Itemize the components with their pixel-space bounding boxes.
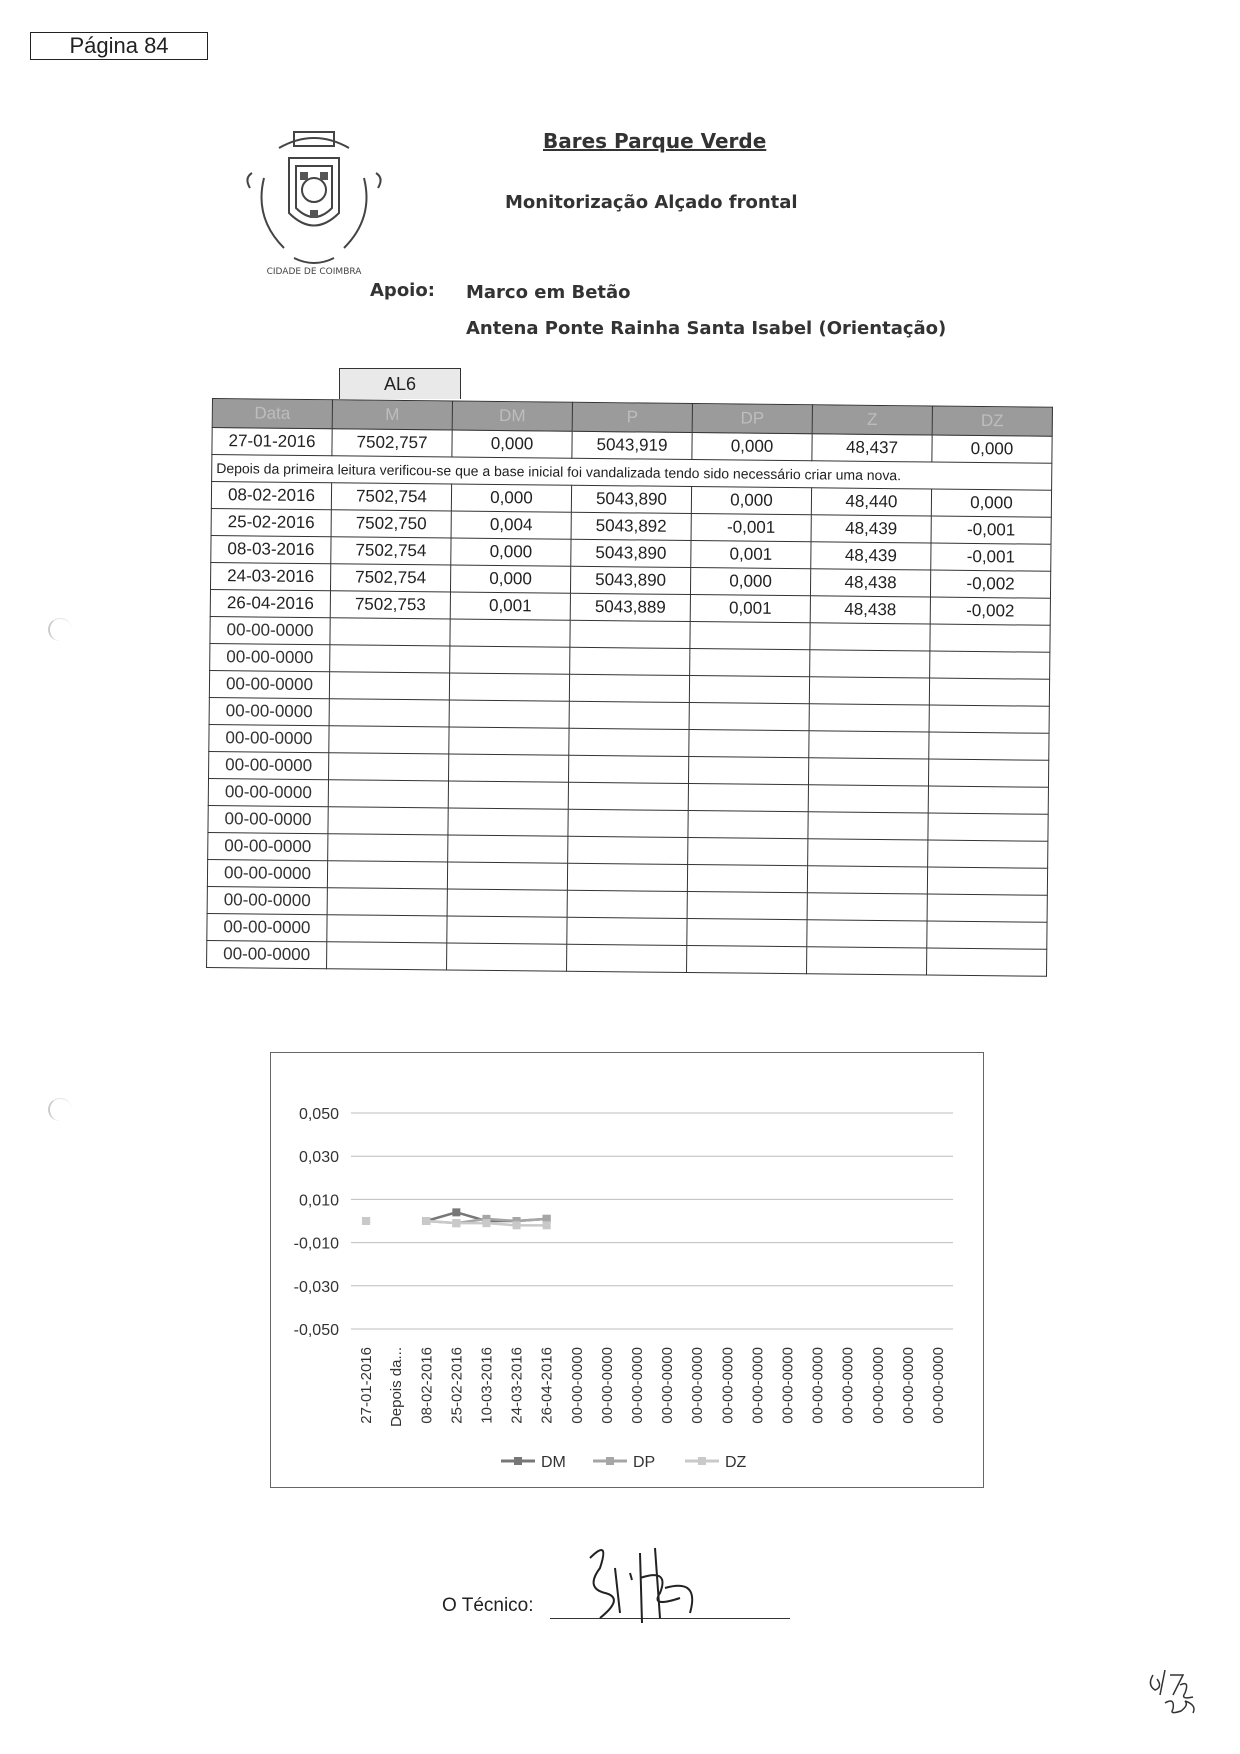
table-cell <box>570 620 690 648</box>
y-tick-label: 0,050 <box>298 1106 339 1123</box>
table-cell <box>330 618 450 646</box>
y-tick-label: -0,050 <box>293 1322 339 1339</box>
header-dz: DZ <box>932 406 1052 436</box>
table-cell: 5043,892 <box>571 512 691 540</box>
y-tick-label: -0,030 <box>293 1278 339 1296</box>
table-cell: 0,001 <box>690 595 810 623</box>
data-point-dm <box>452 1208 460 1216</box>
x-tick-label: 08-02-2016 <box>418 1347 436 1424</box>
table-cell <box>329 699 449 727</box>
table-cell <box>807 920 927 948</box>
table-cell: 00-00-0000 <box>210 643 330 671</box>
legend-label: DP <box>633 1454 656 1471</box>
table-cell <box>447 943 567 971</box>
table-cell: 00-00-0000 <box>209 670 329 698</box>
table-cell <box>690 649 810 677</box>
x-tick-label: 00-00-0000 <box>628 1347 646 1424</box>
table-cell <box>330 645 450 673</box>
document-title: Bares Parque Verde <box>543 129 767 153</box>
table-cell: 5043,890 <box>571 485 691 513</box>
x-tick-label: 00-00-0000 <box>779 1347 797 1424</box>
x-tick-label: 00-00-0000 <box>899 1347 917 1424</box>
table-cell <box>450 646 570 674</box>
table-cell <box>810 623 930 651</box>
y-tick-label: -0,010 <box>293 1235 339 1253</box>
header-dm: DM <box>452 401 572 431</box>
x-tick-label: 00-00-0000 <box>598 1347 616 1424</box>
data-point-dz <box>452 1219 460 1227</box>
table-cell <box>807 866 927 894</box>
table-cell <box>448 835 568 863</box>
table-cell: 00-00-0000 <box>210 616 330 644</box>
table-cell <box>449 673 569 701</box>
data-point-dz <box>422 1217 430 1225</box>
header-data: Data <box>212 399 332 429</box>
chart-svg <box>271 1053 983 1487</box>
table-cell <box>688 838 808 866</box>
table-cell <box>567 863 687 891</box>
table-cell <box>928 840 1048 868</box>
table-cell: 0,001 <box>450 592 570 620</box>
data-point-dz <box>482 1219 490 1227</box>
table-cell <box>567 890 687 918</box>
table-cell <box>929 732 1049 760</box>
table-cell: 5043,889 <box>570 593 690 621</box>
apoio-line-2: Antena Ponte Rainha Santa Isabel (Orientação) <box>466 318 947 339</box>
table-cell <box>568 809 688 837</box>
table-cell: 48,437 <box>812 434 932 462</box>
table-cell <box>329 753 449 781</box>
table-cell: 7502,754 <box>331 537 451 565</box>
table-cell: 0,001 <box>691 541 811 569</box>
table-cell <box>327 942 447 970</box>
table-cell: 00-00-0000 <box>209 724 329 752</box>
table-cell <box>688 784 808 812</box>
table-cell: 0,000 <box>691 487 811 515</box>
table-cell <box>689 676 809 704</box>
document-subtitle: Monitorização Alçado frontal <box>505 192 798 213</box>
table-cell <box>687 865 807 893</box>
header-dp: DP <box>692 404 812 434</box>
x-tick-label: 00-00-0000 <box>689 1347 707 1424</box>
table-cell <box>809 704 929 732</box>
table-cell <box>450 619 570 647</box>
data-point-dz <box>513 1221 521 1229</box>
table-cell: 00-00-0000 <box>209 697 329 725</box>
x-tick-label: 00-00-0000 <box>809 1347 827 1424</box>
legend-marker <box>606 1457 614 1465</box>
table-cell: 0,000 <box>451 484 571 512</box>
table-cell: 7502,750 <box>331 510 451 538</box>
table-cell: 00-00-0000 <box>207 913 327 941</box>
table-cell <box>927 894 1047 922</box>
legend-label: DZ <box>725 1454 747 1471</box>
table-cell <box>926 948 1046 976</box>
table-cell <box>569 701 689 729</box>
table-cell: 26-04-2016 <box>210 589 330 617</box>
punch-hole-mark <box>48 1098 72 1121</box>
x-tick-label: 24-03-2016 <box>508 1347 526 1424</box>
x-tick-label: 00-00-0000 <box>929 1347 947 1424</box>
table-cell <box>328 834 448 862</box>
table-cell: -0,001 <box>931 543 1051 571</box>
table-cell <box>447 889 567 917</box>
table-cell: 00-00-0000 <box>207 886 327 914</box>
table-cell: 25-02-2016 <box>211 508 331 536</box>
apoio-label: Apoio: <box>370 280 435 301</box>
table-cell: 7502,754 <box>330 564 450 592</box>
x-tick-label: Depois da... <box>388 1347 406 1428</box>
x-tick-label: 00-00-0000 <box>869 1347 887 1424</box>
table-cell <box>928 786 1048 814</box>
table-cell <box>687 919 807 947</box>
x-tick-label: 27-01-2016 <box>358 1347 376 1424</box>
table-cell <box>809 677 929 705</box>
table-cell <box>448 808 568 836</box>
table-cell: 0,000 <box>692 433 812 461</box>
table-cell <box>329 672 449 700</box>
x-tick-label: 00-00-0000 <box>659 1347 677 1424</box>
station-label: AL6 <box>339 368 461 399</box>
y-tick-label: 0,010 <box>298 1192 339 1210</box>
table-cell <box>929 678 1049 706</box>
table-cell <box>808 812 928 840</box>
page-label: Página 84 <box>30 32 208 60</box>
legend-label: DM <box>541 1454 566 1471</box>
table-cell <box>328 807 448 835</box>
table-cell <box>808 758 928 786</box>
table-cell: 48,439 <box>811 515 931 543</box>
table-cell: -0,001 <box>691 514 811 542</box>
table-cell: 5043,919 <box>572 431 692 459</box>
x-tick-label: 00-00-0000 <box>568 1347 586 1424</box>
monitoring-table <box>206 398 1053 977</box>
signature-image <box>570 1538 720 1628</box>
table-cell: -0,002 <box>930 597 1050 625</box>
table-cell: 08-03-2016 <box>211 535 331 563</box>
x-tick-label: 25-02-2016 <box>448 1347 466 1424</box>
table-cell: 0,000 <box>931 489 1051 517</box>
punch-hole-mark <box>48 618 72 641</box>
table-cell: -0,002 <box>930 570 1050 598</box>
deviation-chart <box>270 1052 984 1488</box>
table-cell: 27-01-2016 <box>212 428 332 456</box>
table-cell <box>809 731 929 759</box>
table-cell <box>567 917 687 945</box>
table-cell <box>927 867 1047 895</box>
table-cell <box>449 727 569 755</box>
table-cell <box>688 757 808 785</box>
table-cell: 0,000 <box>932 435 1052 463</box>
technician-label: O Técnico: <box>442 1595 534 1616</box>
table-cell <box>689 730 809 758</box>
table-cell: 00-00-0000 <box>208 832 328 860</box>
table-cell <box>327 888 447 916</box>
table-cell: 00-00-0000 <box>209 751 329 779</box>
table-cell <box>690 622 810 650</box>
table-cell <box>688 811 808 839</box>
table-cell: 48,438 <box>810 569 930 597</box>
table-cell: 7502,757 <box>332 429 452 457</box>
table-cell <box>328 780 448 808</box>
table-cell: 00-00-0000 <box>207 940 327 968</box>
table-cell <box>928 759 1048 787</box>
table-cell <box>569 728 689 756</box>
table-cell <box>447 916 567 944</box>
table-cell <box>327 861 447 889</box>
table-cell <box>568 782 688 810</box>
legend-marker <box>698 1457 706 1465</box>
header-p: P <box>572 402 692 432</box>
table-cell: 00-00-0000 <box>207 859 327 887</box>
x-tick-label: 00-00-0000 <box>749 1347 767 1424</box>
table-cell <box>929 705 1049 733</box>
data-point-dz <box>543 1221 551 1229</box>
table-cell <box>567 944 687 972</box>
table-cell <box>810 650 930 678</box>
table-cell: 24-03-2016 <box>210 562 330 590</box>
table-cell <box>570 647 690 675</box>
table-cell <box>807 947 927 975</box>
crest-text: CIDADE DE COIMBRA <box>266 267 362 277</box>
table-note: Depois da primeira leitura verificou-se que a base inicial foi vandalizada tendo sido necessário criar uma nova. <box>212 455 1052 491</box>
handwritten-page-mark <box>1145 1665 1205 1715</box>
table-cell <box>687 892 807 920</box>
x-tick-label: 10-03-2016 <box>478 1347 496 1424</box>
table-cell: 7502,754 <box>331 483 451 511</box>
table-cell: 7502,753 <box>330 591 450 619</box>
table-cell: 48,440 <box>811 488 931 516</box>
table-cell <box>569 674 689 702</box>
legend-marker <box>514 1457 522 1465</box>
table-cell <box>448 781 568 809</box>
table-cell <box>327 915 447 943</box>
table-cell <box>927 921 1047 949</box>
y-tick-label: 0,030 <box>298 1149 339 1167</box>
table-cell <box>687 946 807 974</box>
table-cell: 0,000 <box>690 568 810 596</box>
table-cell <box>568 755 688 783</box>
table-cell: 0,000 <box>451 538 571 566</box>
table-cell <box>568 836 688 864</box>
table-cell: 00-00-0000 <box>208 778 328 806</box>
table-cell: -0,001 <box>931 516 1051 544</box>
table-cell <box>928 813 1048 841</box>
x-tick-label: 00-00-0000 <box>839 1347 857 1424</box>
x-tick-label: 26-04-2016 <box>538 1347 556 1424</box>
city-crest-logo <box>234 118 394 278</box>
table-cell <box>808 839 928 867</box>
table-cell: 0,000 <box>452 430 572 458</box>
table-cell: 48,438 <box>810 596 930 624</box>
table-cell <box>930 651 1050 679</box>
header-z: Z <box>812 405 932 435</box>
table-cell <box>807 893 927 921</box>
data-point-dz <box>362 1217 370 1225</box>
table-cell <box>689 703 809 731</box>
table-cell: 48,439 <box>811 542 931 570</box>
table-cell <box>449 700 569 728</box>
table-cell: 0,004 <box>451 511 571 539</box>
table-cell: 00-00-0000 <box>208 805 328 833</box>
table-cell <box>447 862 567 890</box>
table-cell: 0,000 <box>450 565 570 593</box>
table-cell <box>930 624 1050 652</box>
header-m: M <box>332 400 452 430</box>
table-cell <box>808 785 928 813</box>
table-cell <box>329 726 449 754</box>
x-tick-label: 00-00-0000 <box>719 1347 737 1424</box>
table-cell: 5043,890 <box>570 566 690 594</box>
table-cell <box>449 754 569 782</box>
table-cell: 08-02-2016 <box>211 482 331 510</box>
apoio-line-1: Marco em Betão <box>466 282 631 303</box>
table-cell: 5043,890 <box>571 539 691 567</box>
